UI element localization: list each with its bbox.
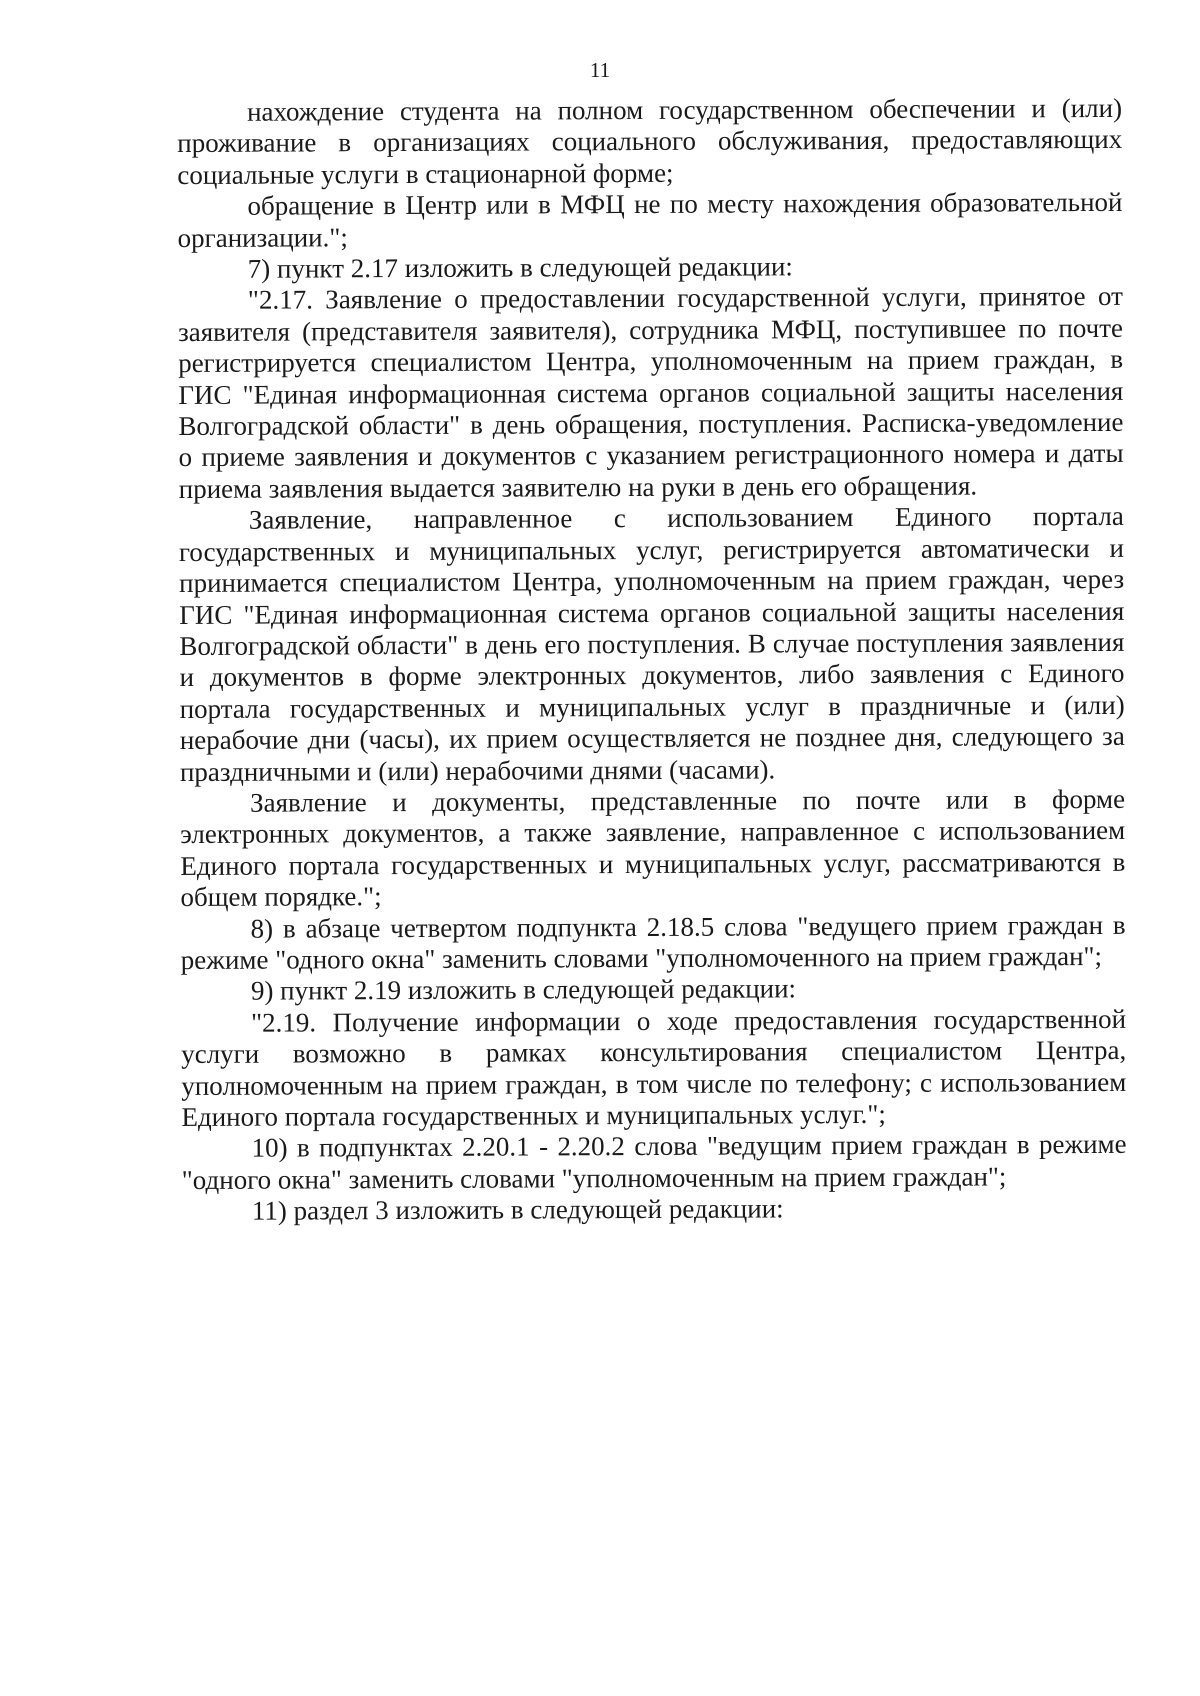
paragraph-item-8: 8) в абзаце четвертом подпункта 2.18.5 слова "ведущего прием граждан в режиме "одного окна" заменить словами "уполномоченного на прием граждан";: [180, 909, 1126, 975]
page-number: 11: [589, 58, 611, 82]
document-body: [177, 93, 1127, 1228]
paragraph-general-procedure: Заявление и документы, представленные по почте или в форме электронных документов, а также заявление, направленное с использованием Единого портала государственных и муниципальных услуг, рассматриваются в общем порядке.";: [180, 783, 1126, 913]
paragraph-student-support: нахождение студента на полном государственном обеспечении и (или) проживание в организациях социального обслуживания, предоставляющих социальные услуги в стационарной форме;: [177, 92, 1123, 190]
paragraph-item-9: 9) пункт 2.19 изложить в следующей редакции:: [250, 973, 797, 1007]
paragraph-item-10: 10) в подпунктах 2.20.1 - 2.20.2 слова "ведущим прием граждан в режиме "одного окна" заменить словами "уполномоченным на прием граждан";: [181, 1129, 1127, 1195]
paragraph-item-7: 7) пункт 2.17 изложить в следующей редакции:: [247, 251, 793, 284]
paragraph-item-11: 11) раздел 3 изложить в следующей редакции:: [251, 1193, 784, 1226]
paragraph-portal-application: Заявление, направленное с использованием Единого портала государственных и муниципальных услуг, регистрируется автоматически и принимается специалистом Центра, уполномоченным на прием граждан, через ГИС "Единая информационная система органов социальной защиты населения Волгоградской области" в день его поступления. В случае поступления заявления и документов в форме электронных документов, либо заявления с Единого портала государственных и муниципальных услуг в праздничные и (или) нерабочие дни (часы), их прием осуществляется не позднее дня, следующего за праздничными и (или) нерабочими днями (часами).: [178, 501, 1125, 787]
paragraph-2-19: "2.19. Получение информации о ходе предоставления государственной услуги возможно в рамках консультирования специалистом Центра, уполномоченным на прием граждан, в том числе по телефону; с использованием Единого портала государственных и муниципальных услуг.";: [181, 1003, 1127, 1132]
paragraph-appeal-location: обращение в Центр или в МФЦ не по месту нахождения образовательной организации.";: [177, 187, 1123, 253]
paragraph-2-17: "2.17. Заявление о предоставлении государственной услуги, принятое от заявителя (представителя заявителя), сотрудника МФЦ, поступившее по почте регистрируется специалистом Центра, уполномоченным на прием граждан, в ГИС "Единая информационная система органов социальной защиты населения Волгоградской области" в день обращения, поступления. Расписка-уведомление о приеме заявления и документов с указанием регистрационного номера и даты приема заявления выдается заявителю на руки в день его обращения.: [177, 281, 1124, 504]
